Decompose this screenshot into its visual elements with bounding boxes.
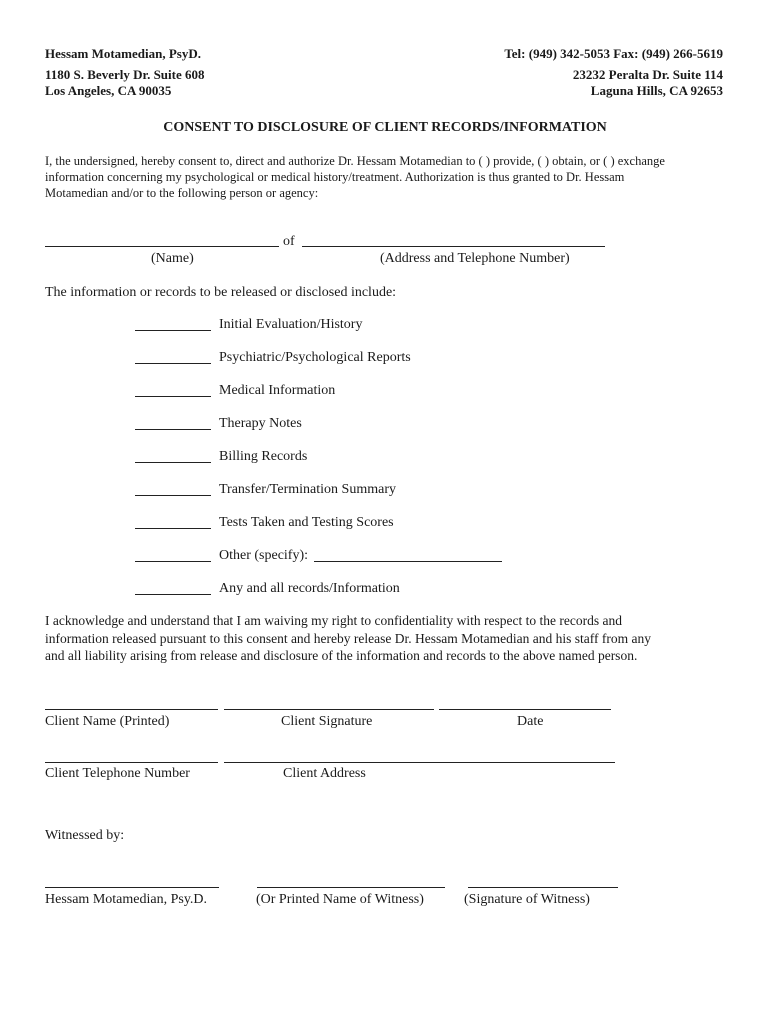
client-phone-label: Client Telephone Number (45, 766, 190, 781)
client-signature-label: Client Signature (281, 714, 373, 729)
records-intro: The information or records to be released or disclosed include: (45, 285, 397, 300)
record-item-transfer-summary: Transfer/Termination Summary (219, 482, 396, 497)
client-phone-field[interactable] (45, 762, 218, 763)
client-signature-field[interactable] (224, 709, 434, 710)
record-checkline[interactable] (135, 330, 211, 331)
record-item-psych-reports: Psychiatric/Psychological Reports (219, 350, 411, 365)
record-item-medical-info: Medical Information (219, 383, 336, 398)
record-checkline[interactable] (135, 363, 211, 364)
left-address-line1: 1180 S. Beverly Dr. Suite 608 (45, 67, 205, 82)
left-address-line2: Los Angeles, CA 90035 (45, 83, 172, 98)
record-checkline[interactable] (135, 594, 211, 595)
record-item-initial-evaluation: Initial Evaluation/History (219, 317, 363, 332)
doctor-signature-field[interactable] (45, 887, 219, 888)
witnessed-by-label: Witnessed by: (45, 828, 125, 843)
intro-line1: I, the undersigned, hereby consent to, direct and authorize Dr. Hessam Motamedian to ( ) provide, ( ) obtain, or ( ) exchange (45, 154, 665, 168)
client-address-field[interactable] (224, 762, 615, 763)
right-address-line2: Laguna Hills, CA 92653 (590, 83, 723, 98)
recipient-address-field[interactable] (302, 246, 605, 247)
recipient-address-label: (Address and Telephone Number) (380, 251, 570, 266)
record-item-tests: Tests Taken and Testing Scores (219, 515, 394, 530)
document-title: CONSENT TO DISCLOSURE OF CLIENT RECORDS/INFORMATION (163, 120, 607, 135)
witness-signature-label: (Signature of Witness) (464, 892, 590, 907)
other-specify-field[interactable] (314, 561, 502, 562)
intro-line2: information concerning my psychological or medical history/treatment. Authorization is thus granted to Dr. Hessam (45, 170, 625, 184)
right-address-line1: 23232 Peralta Dr. Suite 114 (572, 67, 723, 82)
witness-signature-field[interactable] (468, 887, 618, 888)
phone-fax: Tel: (949) 342-5053 Fax: (949) 266-5619 (504, 46, 723, 61)
record-checkline[interactable] (135, 495, 211, 496)
of-label: of (283, 234, 295, 249)
recipient-name-label: (Name) (151, 251, 194, 266)
doctor-label: Hessam Motamedian, Psy.D. (45, 892, 208, 907)
client-name-label: Client Name (Printed) (45, 714, 170, 729)
record-item-other: Other (specify): (219, 548, 309, 563)
client-name-field[interactable] (45, 709, 218, 710)
ack-line1: I acknowledge and understand that I am waiving my right to confidentiality with respect to the records and (45, 613, 622, 628)
date-field[interactable] (439, 709, 611, 710)
record-item-all-records: Any and all records/Information (219, 581, 400, 596)
record-checkline[interactable] (135, 462, 211, 463)
intro-line3: Motamedian and/or to the following person or agency: (45, 186, 319, 200)
practitioner-name: Hessam Motamedian, PsyD. (45, 46, 201, 61)
recipient-name-field[interactable] (45, 246, 279, 247)
date-label: Date (517, 714, 544, 729)
record-checkline[interactable] (135, 429, 211, 430)
record-item-billing: Billing Records (219, 449, 308, 464)
witness-printed-name-field[interactable] (257, 887, 445, 888)
record-checkline[interactable] (135, 561, 211, 562)
ack-line2: information released pursuant to this consent and hereby release Dr. Hessam Motamedian and his staff from any (45, 631, 651, 646)
witness-printed-label: (Or Printed Name of Witness) (256, 892, 424, 907)
record-checkline[interactable] (135, 528, 211, 529)
ack-line3: and all liability arising from release and disclosure of the information and records to the above named person. (45, 648, 638, 663)
record-checkline[interactable] (135, 396, 211, 397)
client-address-label: Client Address (283, 766, 366, 781)
record-item-therapy-notes: Therapy Notes (219, 416, 302, 431)
